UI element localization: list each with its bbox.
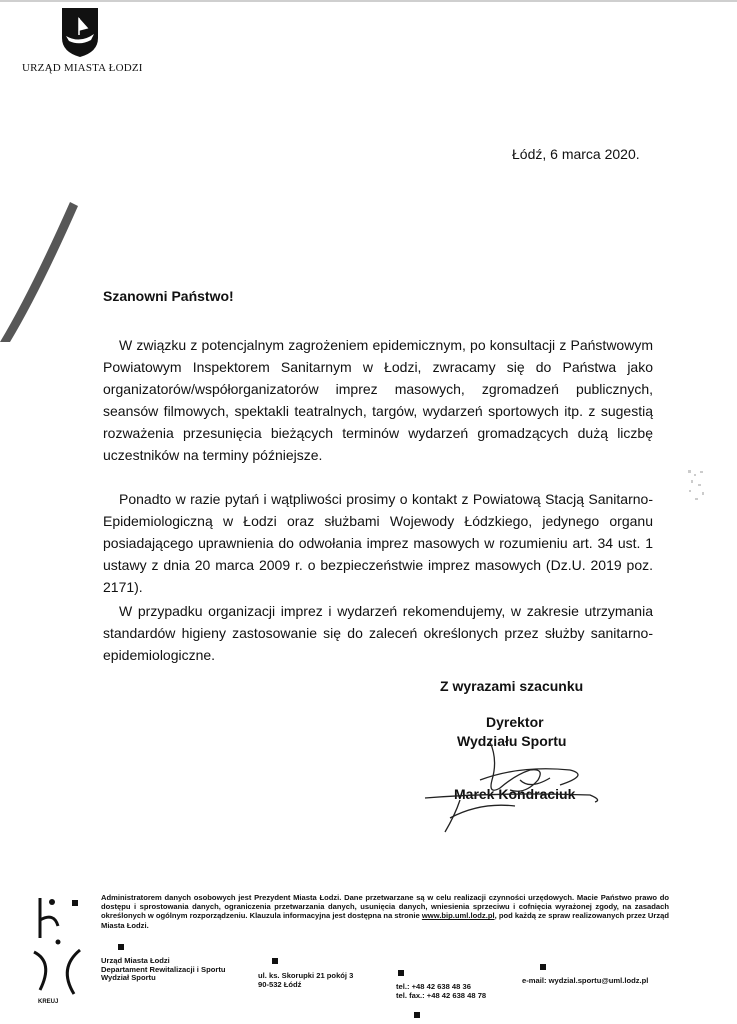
city-crest-icon [60,6,100,58]
letter-date: Łódź, 6 marca 2020. [512,146,640,162]
paragraph-1: W związku z potencjalnym zagrożeniem epidemicznym, po konsultacji z Państwowym Powiatowym Inspektorem Sanitarnym w Łodzi, zwracamy się do Państwa jako organizatorów/współorganizatorów imprez masowych, zgromadzeń publicznych, seansów filmowych, spektakli teatralnych, targów, wydarzeń sportowych itp. z sugestią rozważenia przesunięcia bieżących terminów wydarzeń gromadzących dużą liczbę uczestników na terminy późniejsze. [103,337,653,463]
gdpr-tail: , pod każdą ze spraw realizowanych przez Urząd Miasta Łodzi. [101,911,669,930]
bip-link[interactable]: www.bip.uml.lodz.pl [421,911,495,921]
footer-bullet [414,1012,420,1018]
top-border [0,0,737,2]
dept-line: Departament Rewitalizacji i Sportu [101,964,226,974]
signatory-name: Marek Kondraciuk [454,786,576,802]
logo-caption: KREUJ [38,999,59,1005]
footer-bullet [118,944,124,950]
handwritten-signature [420,740,620,835]
scan-noise [686,468,708,504]
address-line: 90-532 Łódź [258,979,302,989]
greeting: Szanowni Państwo! [103,288,234,304]
footer-bullet [72,900,78,906]
footer-bullet [272,958,278,964]
dept-line: Wydział Sportu [101,973,156,983]
paragraph-3: W przypadku organizacji imprez i wydarzeń rekomendujemy, w zakresie utrzymania standardów higieny zastosowanie się do zaleceń określonych przez służby sanitarno-epidemiologiczne. [103,603,653,663]
footer-bullet [540,964,546,970]
signatory-title-line1: Dyrektor [486,714,544,730]
address-line: ul. ks. Skorupki 21 pokój 3 [258,971,354,980]
scan-edge-mark [0,202,80,342]
gdpr-text: Administratorem danych osobowych jest Prezydent Miasta Łodzi. Dane przetwarzane są w celu realizacji czynności urzędowych. Macie Państwo prawo do dostępu i sprostowania danych, ograniczenia przetwarzania danych, usunięcia danych, wniesienia sprzeciwu i cofnięcia wyrażonej zgody, na zasadach określonych w ogólnym rozporządzeniu. Klauzula informacyjna jest dostępna na stronie [101,893,669,921]
organization-name: URZĄD MIASTA ŁODZI [22,62,143,74]
paragraph-2: Ponadto w razie pytań i wątpliwości prosimy o kontakt z Powiatową Stacją Sanitarno-Epidemiologiczną w Łodzi oraz służbami Wojewody Łódzkiego, jedynego organu posiadającego uprawnienia do odwołania imprez masowych w rozumieniu art. 34 ust. 1 ustawy z dnia 20 marca 2009 r. o bezpieczeństwie imprez masowych (Dz.U. 2019 poz. 2171). [103,491,653,595]
email-line[interactable]: e-mail: wydzial.sportu@uml.lodz.pl [522,976,649,985]
kreuj-logo-icon [28,890,86,1005]
dept-line: Urząd Miasta Łodzi [101,956,170,965]
signatory-title-line2: Wydziału Sportu [457,733,567,749]
department-block [101,957,225,983]
gdpr-notice [101,893,669,930]
address-block [258,972,353,989]
phone-line: tel.: +48 42 638 48 36 [396,982,471,991]
fax-line: tel. fax.: +48 42 638 48 78 [396,990,487,1000]
footer-bullet [398,970,404,976]
phone-block [396,983,486,1000]
closing-phrase: Z wyrazami szacunku [440,678,584,694]
